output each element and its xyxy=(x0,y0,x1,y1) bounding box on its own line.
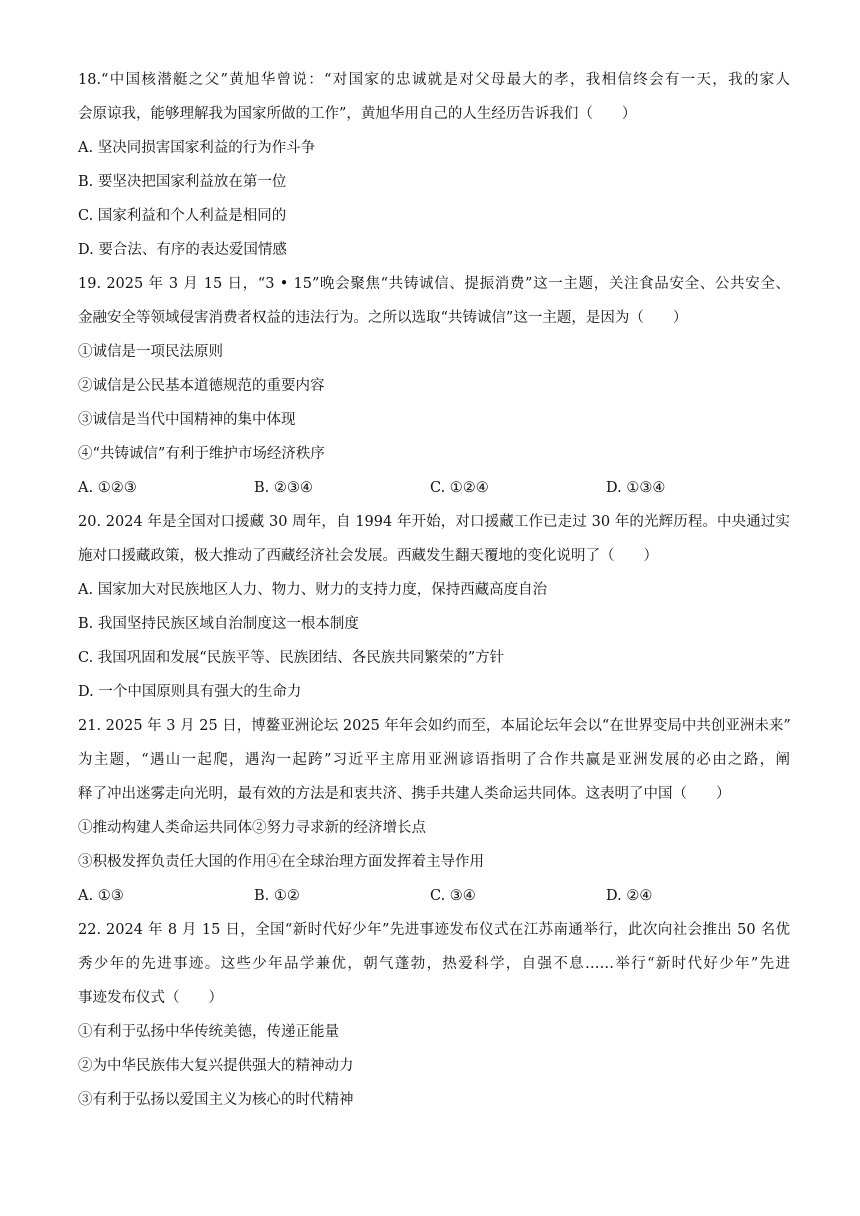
question-22-item-2: ②为中华民族伟大复兴提供强大的精神动力 xyxy=(78,1058,354,1074)
question-19-stem-line-2: 金融安全等领域侵害消费者权益的违法行为。之所以选取“共铸诚信”这一主题，是因为（ ） xyxy=(78,310,688,326)
question-20-option-c: C. 我国巩固和发展“民族平等、民族团结、各民族共同繁荣的”方针 xyxy=(78,650,505,666)
question-20-stem-line-2: 施对口援藏政策，极大推动了西藏经济社会发展。西藏发生翻天覆地的变化说明了（ ） xyxy=(78,548,658,564)
question-19-option-a: A. ①②③ xyxy=(78,480,137,496)
question-19-option-c: C. ①②④ xyxy=(430,480,489,496)
question-20-option-b: B. 我国坚持民族区域自治制度这一根本制度 xyxy=(78,616,359,632)
question-21-option-c: C. ③④ xyxy=(430,888,476,904)
question-19-option-b: B. ②③④ xyxy=(254,480,313,496)
question-18-stem-line-2: 会原谅我，能够理解我为国家所做的工作”，黄旭华用自己的人生经历告诉我们（ ） xyxy=(78,106,637,122)
question-21-item-line-2: ③积极发挥负责任大国的作用④在全球治理方面发挥着主导作用 xyxy=(78,854,484,870)
question-22-item-1: ①有利于弘扬中华传统美德，传递正能量 xyxy=(78,1024,339,1040)
question-18-option-a: A. 坚决同损害国家利益的行为作斗争 xyxy=(78,140,316,156)
question-18-stem-line-1: 18.“中国核潜艇之父”黄旭华曾说：“对国家的忠诚就是对父母最大的孝，我相信终会有一天，我的家人 xyxy=(78,72,790,88)
question-20-option-d: D. 一个中国原则具有强大的生命力 xyxy=(78,684,302,700)
question-21-option-b: B. ①② xyxy=(254,888,300,904)
question-21-stem-line-1: 21. 2025 年 3 月 25 日，博鳌亚洲论坛 2025 年年会如约而至，本届论坛年会以“在世界变局中共创亚洲未来” xyxy=(78,718,791,734)
question-22-stem-line-3: 事迹发布仪式（ ） xyxy=(78,990,223,1006)
question-20-option-a: A. 国家加大对民族地区人力、物力、财力的支持力度，保持西藏高度自治 xyxy=(78,582,548,598)
question-19-item-2: ②诚信是公民基本道德规范的重要内容 xyxy=(78,378,325,394)
question-19-option-d: D. ①③④ xyxy=(606,480,666,496)
question-21-stem-line-3: 释了冲出迷雾走向光明，最有效的方法是和衷共济、携手共建人类命运共同体。这表明了中国（ ） xyxy=(78,786,731,802)
question-21-option-a: A. ①③ xyxy=(78,888,124,904)
question-19-item-3: ③诚信是当代中国精神的集中体现 xyxy=(78,412,296,428)
question-22-stem-line-1: 22. 2024 年 8 月 15 日，全国“新时代好少年”先进事迹发布仪式在江苏南通举行，此次向社会推出 50 名优 xyxy=(78,922,790,938)
question-19-options xyxy=(78,478,790,512)
question-22-item-3: ③有利于弘扬以爱国主义为核心的时代精神 xyxy=(78,1092,354,1108)
question-18-option-b: B. 要坚决把国家利益放在第一位 xyxy=(78,174,287,190)
question-20-stem-line-1: 20. 2024 年是全国对口援藏 30 周年，自 1994 年开始，对口援藏工作已走过 30 年的光辉历程。中央通过实 xyxy=(78,514,790,530)
question-19-stem-line-1: 19. 2025 年 3 月 15 日，“3 • 15”晚会聚焦“共铸诚信、提振消费”这一主题，关注食品安全、公共安全、 xyxy=(78,276,790,292)
question-18-option-c: C. 国家利益和个人利益是相同的 xyxy=(78,208,287,224)
exam-page xyxy=(78,70,790,1124)
question-22-stem-line-2: 秀少年的先进事迹。这些少年品学兼优，朝气蓬勃，热爱科学，自强不息……举行“新时代好少年”先进 xyxy=(78,956,790,972)
question-21-item-line-1: ①推动构建人类命运共同体②努力寻求新的经济增长点 xyxy=(78,820,426,836)
question-19-item-1: ①诚信是一项民法原则 xyxy=(78,344,223,360)
question-21-stem-line-2: 为主题，“遇山一起爬，遇沟一起跨”习近平主席用亚洲谚语指明了合作共赢是亚洲发展的必由之路，阐 xyxy=(78,752,790,768)
question-21-options xyxy=(78,886,790,920)
question-21-option-d: D. ②④ xyxy=(606,888,653,904)
question-19-item-4: ④“共铸诚信”有利于维护市场经济秩序 xyxy=(78,446,325,462)
question-18-option-d: D. 要合法、有序的表达爱国情感 xyxy=(78,242,287,258)
